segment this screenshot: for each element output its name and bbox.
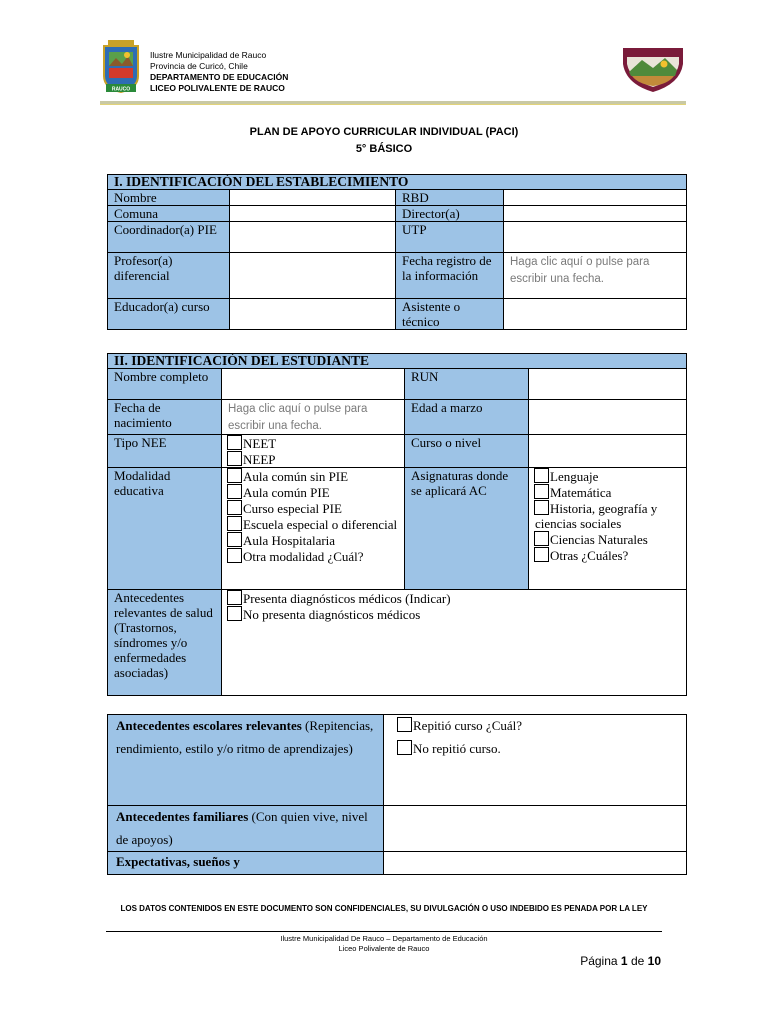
label-asignaturas: Asignaturas donde se aplicará AC	[405, 468, 529, 590]
modalidad-option[interactable]: Curso especial PIE	[228, 500, 398, 516]
section2-heading: II. IDENTIFICACIÓN DEL ESTUDIANTE	[108, 354, 687, 369]
tipo-nee-options	[222, 435, 405, 468]
asignatura-option[interactable]: Otras ¿Cuáles?	[535, 547, 680, 563]
label-profesor-diferencial: Profesor(a) diferencial	[108, 253, 230, 299]
label-edad-marzo: Edad a marzo	[405, 400, 529, 435]
nombre-establecimiento-field[interactable]	[230, 190, 396, 206]
curso-nivel-field[interactable]	[529, 435, 687, 468]
checkbox[interactable]	[227, 468, 242, 483]
checkbox[interactable]	[534, 484, 549, 499]
label-nombre-completo: Nombre completo	[108, 369, 222, 400]
checkbox[interactable]	[534, 468, 549, 483]
checkbox[interactable]	[227, 548, 242, 563]
date-placeholder: Haga clic aquí o pulse para escribir una fecha.	[228, 403, 368, 432]
asignatura-option[interactable]: Historia, geografía y ciencias sociales	[535, 501, 658, 531]
checkbox[interactable]	[227, 606, 242, 621]
label-coordinador: Coordinador(a) PIE	[108, 222, 230, 253]
header-department: DEPARTAMENTO DE EDUCACIÓN	[150, 72, 289, 82]
educador-field[interactable]	[230, 299, 396, 330]
document-subtitle: 5° BÁSICO	[355, 143, 413, 155]
asignatura-option[interactable]: Lenguaje	[535, 468, 680, 484]
checkbox[interactable]	[227, 500, 242, 515]
header-school: LICEO POLIVALENTE DE RAUCO	[150, 83, 285, 93]
current-page: 1	[620, 954, 628, 968]
label-expectativas: Expectativas, sueños y	[108, 852, 384, 875]
nee-option[interactable]: NEEP	[228, 451, 398, 467]
checkbox[interactable]	[227, 451, 242, 466]
utp-field[interactable]	[504, 222, 687, 253]
comuna-field[interactable]	[230, 206, 396, 222]
label-educador: Educador(a) curso	[108, 299, 230, 330]
label-tipo-nee: Tipo NEE	[108, 435, 222, 468]
label-director: Director(a)	[396, 206, 504, 222]
header-province: Provincia de Curicó, Chile	[150, 61, 248, 71]
footer-divider	[106, 931, 662, 932]
salud-options	[222, 590, 687, 696]
fecha-nacimiento-date-picker[interactable]	[222, 400, 405, 435]
date-placeholder: Haga clic aquí o pulse para escribir una fecha.	[510, 256, 650, 285]
label-utp: UTP	[396, 222, 504, 253]
label-comuna: Comuna	[108, 206, 230, 222]
asignaturas-options	[529, 468, 687, 590]
profesor-diferencial-field[interactable]	[230, 253, 396, 299]
establishment-table	[107, 174, 687, 330]
salud-option[interactable]: No presenta diagnósticos médicos	[228, 606, 680, 622]
antecedentes-familiares-field[interactable]	[384, 806, 687, 852]
checkbox[interactable]	[227, 484, 242, 499]
label-fecha-nacimiento: Fecha de nacimiento	[108, 400, 222, 435]
label-asistente: Asistente o técnico	[396, 299, 504, 330]
modalidad-option[interactable]: Otra modalidad ¿Cuál?	[228, 548, 398, 564]
asistente-field[interactable]	[504, 299, 687, 330]
repitio-option[interactable]: No repitió curso.	[398, 738, 680, 761]
checkbox[interactable]	[227, 532, 242, 547]
salud-option[interactable]: Presenta diagnósticos médicos (Indicar)	[228, 590, 680, 606]
asignatura-option[interactable]: Matemática	[535, 484, 680, 500]
label-nombre-establecimiento: Nombre	[108, 190, 230, 206]
municipality-crest-logo	[100, 38, 142, 96]
run-field[interactable]	[529, 369, 687, 400]
modalidad-option[interactable]: Aula Hospitalaria	[228, 532, 398, 548]
school-badge-logo	[620, 42, 686, 94]
background-table	[107, 714, 687, 875]
document-title: PLAN DE APOYO CURRICULAR INDIVIDUAL (PACI)	[249, 126, 519, 138]
asignatura-option[interactable]: Ciencias Naturales	[535, 531, 680, 547]
nombre-completo-field[interactable]	[222, 369, 405, 400]
checkbox[interactable]	[534, 500, 549, 515]
rbd-field[interactable]	[504, 190, 687, 206]
modalidad-option[interactable]: Escuela especial o diferencial	[228, 516, 398, 532]
header-institution-text	[150, 50, 288, 94]
student-table	[107, 353, 687, 696]
director-field[interactable]	[504, 206, 687, 222]
modalidad-option[interactable]: Aula común sin PIE	[228, 468, 398, 484]
label-fecha-registro: Fecha registro de la información	[396, 253, 504, 299]
checkbox[interactable]	[534, 547, 549, 562]
checkbox[interactable]	[227, 590, 242, 605]
page-number: Página 1 de 10	[580, 954, 661, 968]
modalidad-option[interactable]: Aula común PIE	[228, 484, 398, 500]
edad-marzo-field[interactable]	[529, 400, 687, 435]
repitio-option[interactable]: Repitió curso ¿Cuál?	[398, 715, 680, 738]
label-antecedentes-escolares: Antecedentes escolares relevantes (Repitencias, rendimiento, estilo y/o ritmo de aprendizajes)	[108, 715, 384, 806]
checkbox[interactable]	[227, 435, 242, 450]
coordinador-field[interactable]	[230, 222, 396, 253]
modalidad-options	[222, 468, 405, 590]
footer-school: Liceo Polivalente de Rauco	[338, 944, 430, 953]
header-municipality: Ilustre Municipalidad de Rauco	[150, 50, 267, 60]
section1-heading: I. IDENTIFICACIÓN DEL ESTABLECIMIENTO	[108, 175, 687, 190]
checkbox[interactable]	[227, 516, 242, 531]
label-modalidad: Modalidad educativa	[108, 468, 222, 590]
checkbox[interactable]	[397, 740, 412, 755]
label-curso-nivel: Curso o nivel	[405, 435, 529, 468]
repitio-options	[384, 715, 687, 806]
checkbox[interactable]	[534, 531, 549, 546]
checkbox[interactable]	[397, 717, 412, 732]
confidentiality-note: LOS DATOS CONTENIDOS EN ESTE DOCUMENTO SON CONFIDENCIALES, SU DIVULGACIÓN O USO INDEBIDO ES PENADA POR LA LEY	[120, 904, 648, 913]
header-divider	[100, 101, 686, 105]
total-pages: 10	[647, 954, 661, 968]
svg-text:RAUCO: RAUCO	[111, 86, 131, 93]
expectativas-field[interactable]	[384, 852, 687, 875]
label-antecedentes-salud: Antecedentes relevantes de salud (Trastornos, síndromes y/o enfermedades asociadas)	[108, 590, 222, 696]
label-rbd: RBD	[396, 190, 504, 206]
fecha-registro-date-picker[interactable]	[504, 253, 687, 299]
nee-option[interactable]: NEET	[228, 435, 398, 451]
footer-municipality: Ilustre Municipalidad De Rauco – Departamento de Educación	[280, 934, 488, 943]
label-antecedentes-familiares: Antecedentes familiares (Con quien vive, nivel de apoyos)	[108, 806, 384, 852]
label-run: RUN	[405, 369, 529, 400]
